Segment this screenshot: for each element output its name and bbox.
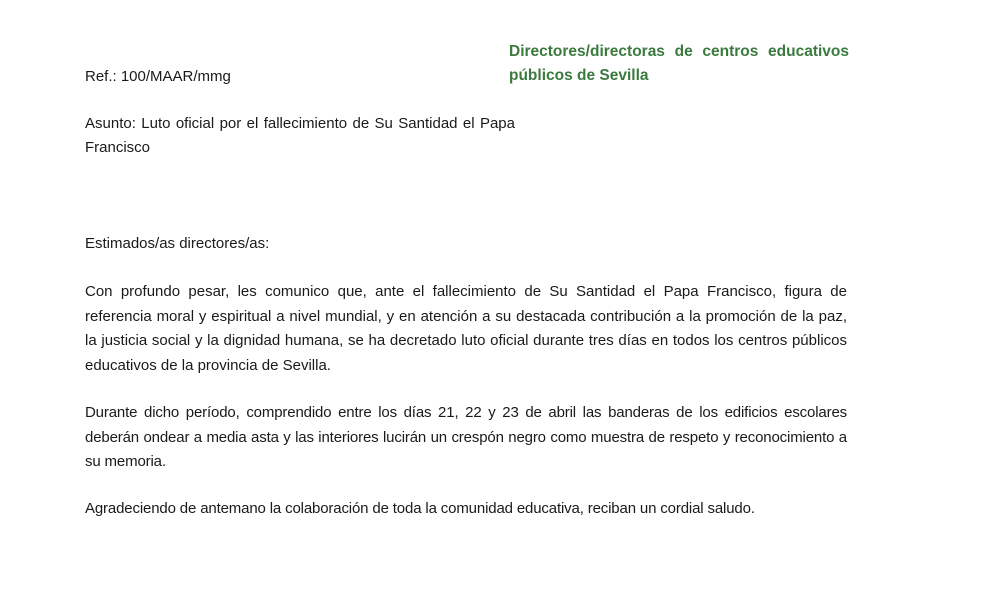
reference-number: Ref.: 100/MAAR/mmg [85, 68, 231, 85]
greeting: Estimados/as directores/as: [85, 235, 270, 252]
recipient-heading: Directores/directoras de centros educativos públicos de Sevilla [509, 43, 849, 84]
subject-line: Asunto: Luto oficial por el fallecimiento de Su Santidad el Papa Francisco [85, 115, 515, 156]
body-paragraph-1: Con profundo pesar, les comunico que, ante el fallecimiento de Su Santidad el Papa Francisco, figura de referencia moral y espiritual a nivel mundial, y en atención a su destacada contribución a la promoción de la paz, la justicia social y la dignidad humana, se ha decretado luto oficial durante tres días en todos los centros públicos educativos de la provincia de Sevilla. [85, 283, 847, 374]
closing-paragraph: Agradeciendo de antemano la colaboración de toda la comunidad educativa, reciban un cordial saludo. [85, 500, 755, 517]
body-paragraph-2: Durante dicho período, comprendido entre los días 21, 22 y 23 de abril las banderas de los edificios escolares deberán ondear a media asta y las interiores lucirán un crespón negro como muestra de respeto y reconocimiento a su memoria. [85, 404, 847, 470]
